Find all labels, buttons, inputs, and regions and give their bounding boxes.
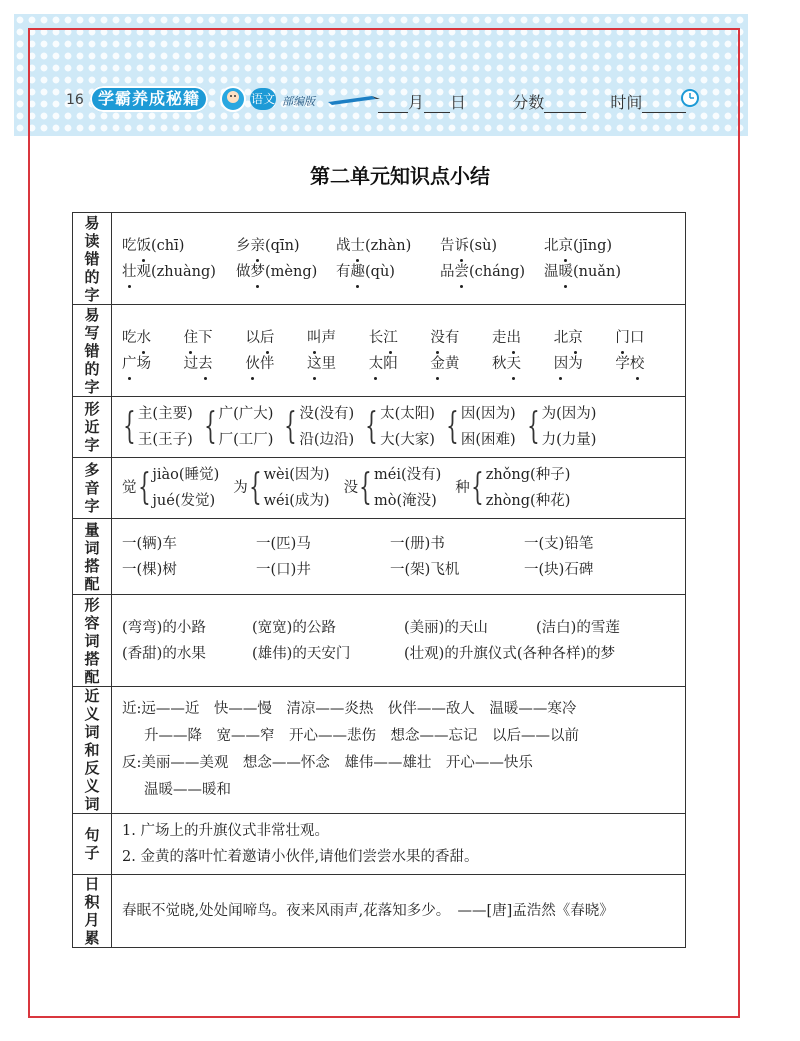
sentence-line: 1. 广场上的升旗仪式非常壮观。 [122, 823, 329, 839]
word-post: (qù) [365, 263, 395, 280]
word-item [307, 325, 369, 351]
word-post: (cháng) [469, 263, 526, 280]
word-pre: 北 [553, 329, 569, 346]
section-content [112, 397, 686, 458]
word-pre: 有 [336, 263, 351, 280]
word-pre: 北 [544, 237, 559, 254]
word-dotted-char: 住 [184, 325, 199, 351]
word-post: (jīng) [573, 237, 613, 254]
word-dotted-char: 金 [430, 351, 445, 377]
word-item [122, 259, 236, 285]
synonym-antonym-text: 近:远——近 快——慢 清凉——炎热 伙伴——敌人 温暖——寒冷 [122, 701, 577, 717]
word-item [245, 325, 307, 351]
word-dotted-char: 这 [307, 351, 322, 377]
phrase-item: 一(块)石碑 [524, 561, 594, 578]
similar-char-group [445, 401, 516, 453]
phrase-row [122, 641, 677, 667]
section-category [73, 213, 112, 305]
section-content [112, 875, 686, 948]
polyphone-readings [486, 462, 571, 514]
section-category-label: 多音字 [84, 461, 100, 515]
section-category [73, 305, 112, 397]
word-dotted-char: 没 [430, 325, 445, 351]
similar-char-group [122, 401, 193, 453]
clock-icon [680, 88, 700, 108]
section-category-label: 形近字 [84, 400, 100, 454]
section-category [73, 875, 112, 948]
word-dotted-char: 诉 [455, 233, 470, 259]
word-post: 有 [444, 329, 460, 346]
phrase-item: (香甜)的水果 [122, 645, 206, 662]
section-content [112, 458, 686, 519]
phrase-item: 一(册)书 [390, 535, 445, 552]
similar-char-item: 广(广大) [218, 406, 274, 422]
section-category [73, 519, 112, 595]
polyphone-char: 没 [343, 480, 359, 496]
synonym-antonym-line [122, 723, 677, 750]
section-row [73, 875, 686, 948]
section-category-label: 量词搭配 [84, 520, 100, 593]
word-item [184, 351, 246, 377]
word-post: 场 [136, 355, 151, 372]
brace-symbol: { [446, 406, 459, 447]
word-pre: 长 [368, 329, 384, 346]
section-row [73, 397, 686, 458]
word-item [122, 351, 184, 377]
brace-symbol: { [526, 406, 540, 447]
similar-char-item: 主(主要) [137, 406, 193, 422]
word-item [492, 325, 554, 351]
similar-char-item: 没(没有) [299, 406, 355, 422]
word-row [122, 325, 677, 351]
page-number: 16 [66, 92, 84, 108]
word-dotted-char: 去 [198, 351, 213, 377]
phrase-item: (雄伟)的天安门 [252, 645, 351, 662]
polyphone-readings [264, 462, 330, 514]
polyphone-readings [152, 462, 219, 514]
word-pre: 战 [336, 237, 351, 254]
word-pre: 乡 [236, 237, 251, 254]
phrase-item: 一(辆)车 [122, 535, 177, 552]
word-item [369, 325, 431, 351]
word-item [544, 259, 654, 285]
word-item [122, 325, 184, 351]
word-dotted-char: 暖 [559, 259, 574, 285]
polyphone-reading: méi(没有) [374, 467, 442, 483]
brace-symbol: { [123, 406, 136, 447]
brace-symbol: { [359, 467, 372, 508]
section-category-label: 近义词和反义词 [84, 687, 100, 813]
section-content [112, 519, 686, 595]
word-dotted-char: 门 [615, 325, 630, 351]
similar-char-group [283, 401, 354, 453]
similar-char-item: 厂(工厂) [218, 432, 274, 448]
section-category [73, 397, 112, 458]
phrase-item: 一(棵)树 [122, 561, 177, 578]
polyphone-reading: zhǒng(种子) [485, 467, 571, 483]
score-blank[interactable] [544, 96, 586, 113]
word-post: 伴 [259, 355, 275, 372]
word-pre: 品 [440, 263, 455, 280]
word-pre: 学 [615, 355, 630, 372]
section-category [73, 595, 112, 687]
word-pre: 做 [236, 263, 251, 280]
word-item [336, 233, 440, 259]
section-category-label: 易写错的字 [84, 305, 100, 396]
section-category-label: 句子 [84, 826, 100, 862]
word-item [554, 325, 616, 351]
similar-char-group [203, 401, 274, 453]
polyphone-reading: mò(淹没) [374, 493, 437, 509]
section-category [73, 814, 112, 875]
word-post: (chī) [151, 237, 185, 254]
word-item [245, 351, 307, 377]
word-item [544, 233, 654, 259]
word-dotted-char: 广 [122, 351, 137, 377]
polyphone-reading: wèi(因为) [263, 467, 330, 483]
word-dotted-char: 出 [507, 325, 522, 351]
month-blank[interactable] [378, 96, 408, 113]
page-header [60, 84, 720, 116]
similar-char-item: 因(因为) [460, 406, 516, 422]
similar-char-groups [122, 401, 677, 453]
word-dotted-char: 伙 [245, 351, 260, 377]
word-dotted-char: 叫 [307, 325, 322, 351]
phrase-row [122, 615, 677, 641]
similar-char-item: 为(因为) [541, 406, 597, 422]
phrase-item: 一(支)铅笔 [524, 535, 594, 552]
day-label: 日 [450, 93, 467, 112]
section-content [112, 595, 686, 687]
similar-char-item: 太(太阳) [380, 406, 435, 422]
word-dotted-char: 水 [137, 325, 152, 351]
word-item [615, 325, 677, 351]
synonym-antonym-text: 升——降 宽——窄 开心——悲伤 想念——忘记 以后——以前 [144, 728, 579, 744]
phrase-item: (宽宽)的公路 [252, 619, 336, 636]
section-row [73, 519, 686, 595]
brace-symbol: { [470, 467, 484, 508]
section-row [73, 814, 686, 875]
score-label: 分数 [512, 93, 545, 112]
synonym-antonym-line [122, 750, 677, 777]
brace-symbol: { [284, 406, 298, 447]
similar-char-pair [219, 401, 274, 453]
brace-symbol: { [248, 467, 262, 508]
word-dotted-char: 天 [507, 351, 522, 377]
word-pre: 温 [544, 263, 559, 280]
polyphone-reading: zhòng(种花) [485, 493, 571, 509]
word-item [369, 351, 431, 377]
word-post: 黄 [444, 355, 460, 372]
section-content [112, 213, 686, 305]
sentence-line: 2. 金黄的落叶忙着邀请小伙伴,请他们尝尝水果的香甜。 [122, 849, 479, 865]
synonym-antonym-line [122, 696, 677, 723]
word-item [336, 259, 440, 285]
similar-char-pair [542, 401, 597, 453]
polyphone-readings [374, 462, 441, 514]
edition-label: 部编版 [282, 95, 315, 108]
similar-char-group [364, 401, 435, 453]
day-blank[interactable] [424, 96, 450, 113]
brand-logo: 学霸养成秘籍 [90, 86, 208, 112]
word-pre: 走 [492, 329, 507, 346]
phrase-item: 一(口)井 [256, 561, 311, 578]
date-score-fields [378, 90, 686, 113]
similar-char-item: 大(大家) [380, 432, 435, 448]
brace-symbol: { [365, 406, 378, 447]
phrase-item: (壮观)的升旗仪式(各种各样)的梦 [404, 645, 616, 662]
polyphone-reading: wéi(成为) [263, 493, 330, 509]
mascot-icon [218, 84, 248, 114]
similar-char-item: 困(困难) [460, 432, 516, 448]
word-item [492, 351, 554, 377]
phrase-item: 一(匹)马 [256, 535, 311, 552]
word-dotted-char: 壮 [122, 259, 137, 285]
similar-char-item: 王(王子) [137, 432, 193, 448]
word-item [236, 233, 336, 259]
similar-char-pair [461, 401, 516, 453]
section-content [112, 814, 686, 875]
word-post: (sù) [469, 237, 498, 254]
word-post: (zhàn) [365, 237, 412, 254]
word-dotted-char: 趣 [351, 259, 366, 285]
similar-char-pair [299, 401, 354, 453]
phrase-row [122, 531, 677, 557]
polyphone-char: 种 [455, 480, 470, 496]
word-item [184, 325, 246, 351]
word-pre: 以 [245, 329, 260, 346]
word-dotted-char: 京 [568, 325, 583, 351]
polyphone-char: 为 [233, 480, 248, 496]
word-pre: 告 [440, 237, 455, 254]
word-item [615, 351, 677, 377]
word-post: 阳 [383, 355, 398, 372]
word-item [236, 259, 336, 285]
section-category-label: 日积月累 [84, 875, 100, 947]
word-post: (nuǎn) [573, 263, 621, 280]
section-category-label: 易读错的字 [84, 213, 100, 304]
phrase-item: 一(架)飞机 [390, 561, 460, 578]
polyphone-reading: jué(发觉) [152, 493, 216, 509]
word-dotted-char: 尝 [455, 259, 470, 285]
polyphone-char: 觉 [122, 480, 137, 496]
polyphone-reading: jiào(睡觉) [152, 467, 220, 483]
word-pre: 秋 [492, 355, 507, 372]
phrase-item: (弯弯)的小路 [122, 619, 206, 636]
time-label: 时间 [610, 93, 643, 112]
word-item [307, 351, 369, 377]
synonym-antonym-text: 反:美丽——美观 想念——怀念 雄伟——雄壮 开心——快乐 [122, 755, 533, 771]
word-dotted-char: 京 [559, 233, 574, 259]
phrase-item: (美丽)的天山 [404, 619, 488, 636]
polyphone-groups [122, 462, 677, 514]
section-category [73, 458, 112, 519]
word-row [122, 259, 677, 285]
word-item [440, 233, 544, 259]
month-label: 月 [408, 93, 425, 112]
similar-char-item: 沿(边沿) [299, 432, 355, 448]
similar-char-group [526, 401, 597, 453]
polyphone-group [233, 462, 329, 514]
word-dotted-char: 亲 [251, 233, 266, 259]
phrase-item: (洁白)的雪莲 [536, 619, 620, 636]
word-pre: 吃 [122, 237, 137, 254]
section-category [73, 687, 112, 814]
word-item [430, 325, 492, 351]
synonym-antonym-text: 温暖——暖和 [144, 782, 231, 798]
section-content [112, 687, 686, 814]
synonym-antonym-line [122, 777, 677, 804]
word-dotted-char: 因 [554, 351, 569, 377]
word-item [122, 233, 236, 259]
subject-badge: 语文 [250, 88, 276, 110]
polyphone-group [344, 462, 442, 514]
word-item [440, 259, 544, 285]
word-dotted-char: 太 [369, 351, 384, 377]
word-post: (qīn) [265, 237, 300, 254]
similar-char-pair [138, 401, 193, 453]
word-post: 下 [198, 329, 213, 346]
similar-char-item: 力(力量) [541, 432, 597, 448]
section-row [73, 595, 686, 687]
word-post: 观(zhuàng) [136, 263, 216, 280]
word-dotted-char: 江 [383, 325, 398, 351]
word-post: 为 [568, 355, 583, 372]
poem-line: 春眠不觉晓,处处闻啼鸟。夜来风雨声,花落知多少。 ——[唐]孟浩然《春晓》 [122, 903, 614, 919]
section-row [73, 458, 686, 519]
word-pre: 过 [183, 355, 199, 372]
brace-symbol: { [203, 406, 217, 447]
brace-symbol: { [137, 467, 151, 508]
word-post: 口 [629, 329, 645, 346]
word-dotted-char: 后 [260, 325, 275, 351]
page-title: 第二单元知识点小结 [310, 164, 490, 188]
word-dotted-char: 饭 [137, 233, 152, 259]
similar-char-pair [380, 401, 435, 453]
section-row [73, 213, 686, 305]
word-item [554, 351, 616, 377]
polyphone-group [455, 462, 570, 514]
word-dotted-char: 士 [351, 233, 366, 259]
section-content [112, 305, 686, 397]
phrase-row [122, 557, 677, 583]
summary-table [72, 212, 686, 948]
polyphone-group [122, 462, 219, 514]
word-row [122, 351, 677, 377]
word-item [430, 351, 492, 377]
word-dotted-char: 梦 [251, 259, 266, 285]
word-row [122, 233, 677, 259]
section-category-label: 形容词搭配 [84, 595, 100, 686]
word-post: (mèng) [265, 263, 318, 280]
word-post: 里 [321, 355, 337, 372]
section-row [73, 687, 686, 814]
word-dotted-char: 校 [630, 351, 645, 377]
pen-icon [328, 94, 380, 106]
section-row [73, 305, 686, 397]
word-pre: 吃 [122, 329, 137, 346]
word-post: 声 [321, 329, 337, 346]
